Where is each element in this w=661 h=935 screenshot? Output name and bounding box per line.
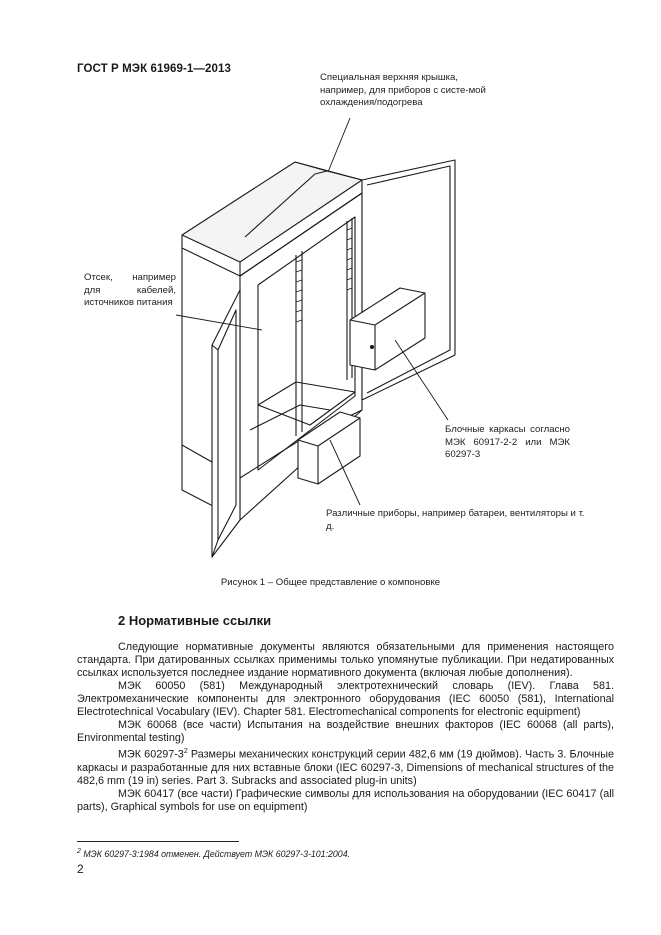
paragraph: МЭК 60417 (все части) Графические символы для использования на оборудовании (IEC 60417 (all parts), Graphical symbols for use on equipment) [77,787,614,813]
paragraph: Следующие нормативные документы являются обязательными для применения настоящего стандарта. При датированных ссылках применимы только упомянутые публикации. При недатированных ссылках используется последнее издание нормативного документа (включая любые дополнения). [77,641,614,679]
footnote-divider [77,841,239,842]
reference-text: Размеры механических конструкций серии 482,6 мм (19 дюймов). Часть 3. Блочные каркасы и разработанные для них вставные блоки (IEC 60297-3, Dimensions of mechanical structures of the 482,6 mm (19 in) series. Part 3. Subracks and associated plug-in units) [77,748,614,787]
section-body [77,641,614,814]
paragraph [77,745,614,788]
callout-compartment: Отсек, например для кабелей, источников питания [84,272,176,309]
standard-header: ГОСТ Р МЭК 61969-1—2013 [77,63,231,75]
page-number: 2 [77,862,84,876]
footnote-ref: 2 [183,748,188,755]
figure-caption: Рисунок 1 – Общее представление о компоновке [220,577,441,588]
callout-devices: Различные приборы, например батареи, вентиляторы и т. д. [326,508,585,532]
footnote-text: МЭК 60297-3:1984 отменен. Действует МЭК 60297-3-101:2004. [80,848,351,859]
footnote-marker: 2 [77,848,81,855]
reference-code: МЭК 60297-3 [118,748,184,761]
device-box [298,412,360,484]
paragraph: МЭК 60068 (все части) Испытания на воздействие внешних факторов (IEC 60068 (all parts), Environmental testing) [77,719,614,744]
section-title: 2 Нормативные ссылки [118,613,272,628]
callout-subracks: Блочные каркасы согласно МЭК 60917-2-2 или МЭК 60297-3 [445,424,570,461]
footnote [77,848,350,859]
paragraph: МЭК 60050 (581) Международный электротехнический словарь (IEV). Глава 581. Электромеханические компоненты для электронного оборудования (IEC 60050 (581), International Electrotechnical Vocabulary (IEV). Chapter 581. Electromechanical components for electronic equipment) [77,680,614,718]
callout-top-cover: Специальная верхняя крышка, например, для приборов с систе-мой охлаждения/подогрева [320,72,486,109]
